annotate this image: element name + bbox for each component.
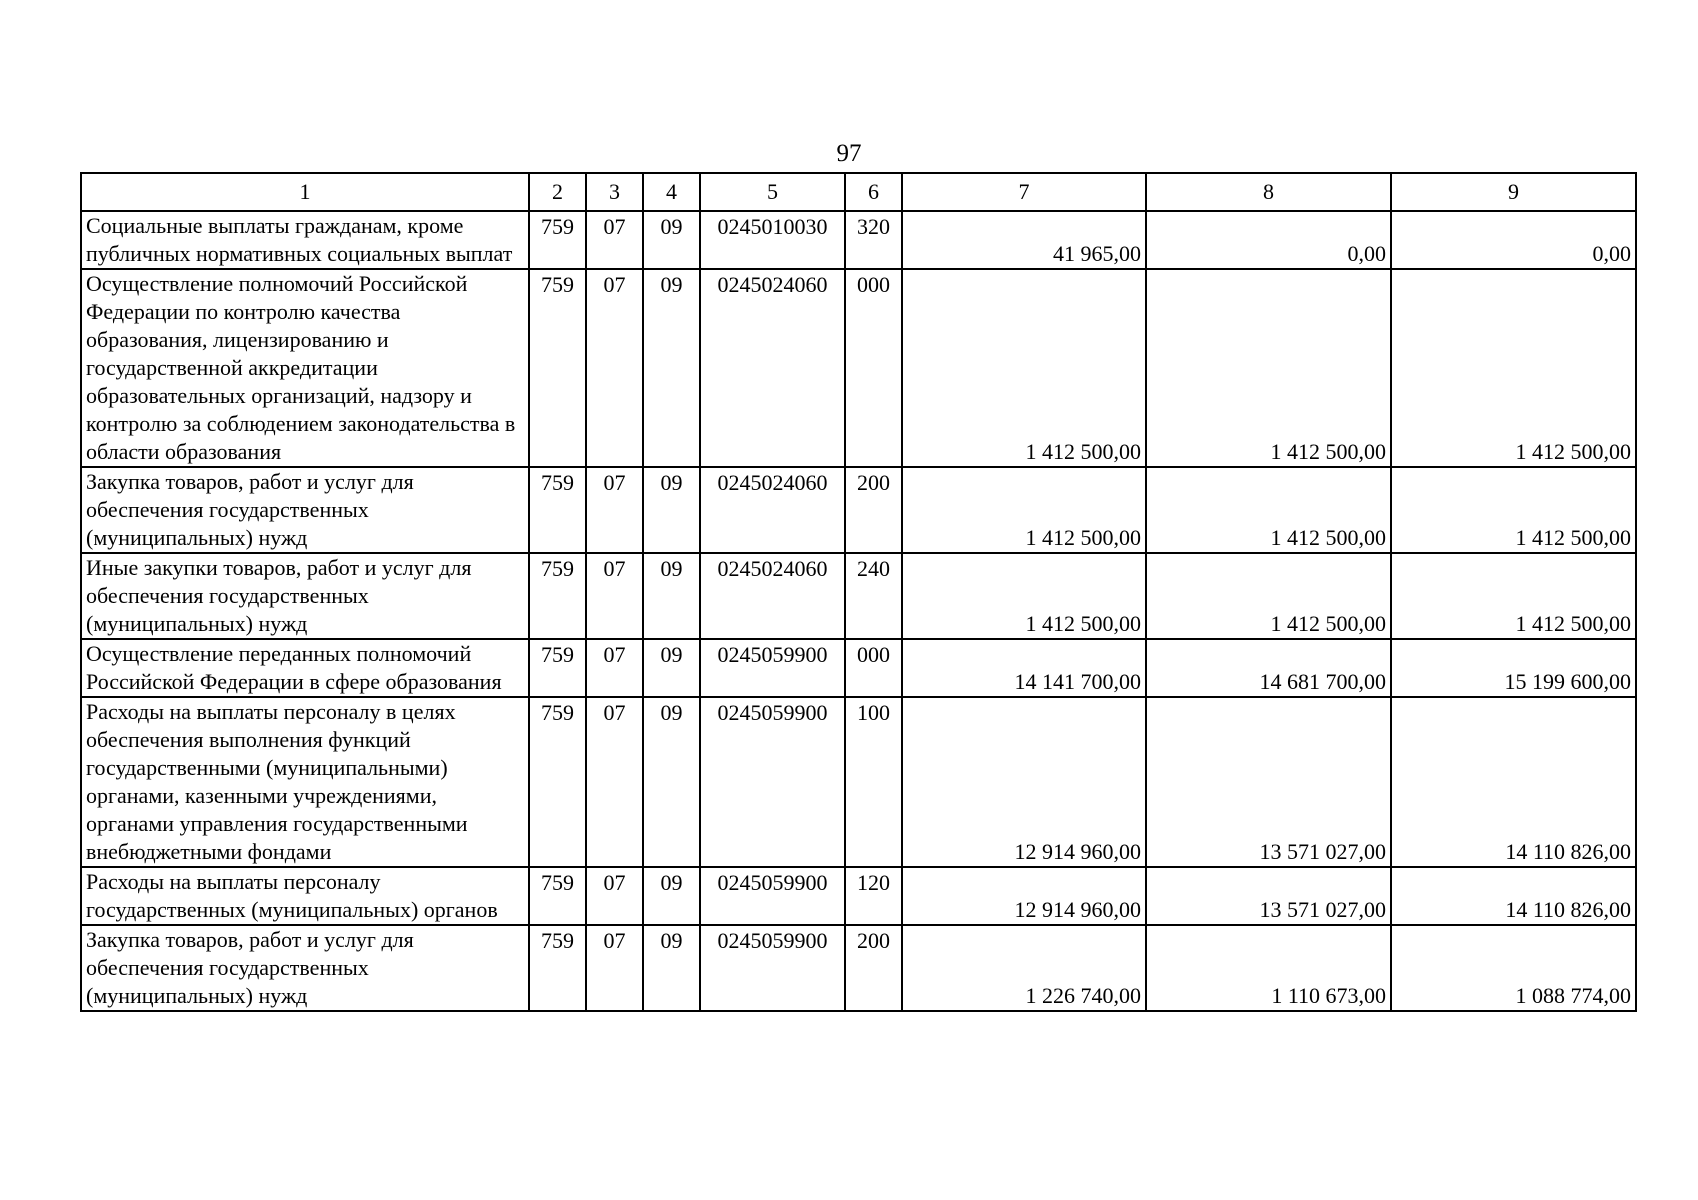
amount-col-8: 13 571 027,00	[1146, 867, 1391, 925]
amount-col-8: 13 571 027,00	[1146, 697, 1391, 867]
table-row	[81, 553, 1636, 639]
amount-col-7: 1 412 500,00	[902, 467, 1146, 553]
row-name: Закупка товаров, работ и услуг для обеспечения государственных (муниципальных) нужд	[81, 925, 529, 1011]
column-header-1: 1	[81, 173, 529, 211]
amount-col-9: 0,00	[1391, 211, 1636, 269]
row-name: Расходы на выплаты персоналу государственных (муниципальных) органов	[81, 867, 529, 925]
amount-col-7: 12 914 960,00	[902, 697, 1146, 867]
column-header-9: 9	[1391, 173, 1636, 211]
code-col-3: 07	[586, 867, 643, 925]
code-col-2: 759	[529, 467, 586, 553]
row-name: Осуществление полномочий Российской Федерации по контролю качества образования, лицензированию и государственной аккредитации образовательных организаций, надзору и контролю за соблюдением законодательства в области образования	[81, 269, 529, 467]
code-col-5: 0245024060	[700, 269, 845, 467]
amount-col-9: 1 412 500,00	[1391, 553, 1636, 639]
code-col-4: 09	[643, 697, 700, 867]
amount-col-9: 14 110 826,00	[1391, 867, 1636, 925]
table-row	[81, 467, 1636, 553]
code-col-4: 09	[643, 553, 700, 639]
amount-col-8: 1 412 500,00	[1146, 269, 1391, 467]
code-col-3: 07	[586, 467, 643, 553]
code-col-4: 09	[643, 467, 700, 553]
code-col-2: 759	[529, 211, 586, 269]
header-row	[81, 173, 1636, 211]
column-header-5: 5	[700, 173, 845, 211]
amount-col-9: 1 088 774,00	[1391, 925, 1636, 1011]
code-col-5: 0245059900	[700, 867, 845, 925]
code-col-4: 09	[643, 867, 700, 925]
code-col-6: 240	[845, 553, 902, 639]
amount-col-7: 41 965,00	[902, 211, 1146, 269]
code-col-3: 07	[586, 269, 643, 467]
amount-col-8: 1 110 673,00	[1146, 925, 1391, 1011]
column-header-6: 6	[845, 173, 902, 211]
amount-col-9: 14 110 826,00	[1391, 697, 1636, 867]
code-col-6: 200	[845, 467, 902, 553]
code-col-5: 0245059900	[700, 925, 845, 1011]
code-col-5: 0245010030	[700, 211, 845, 269]
code-col-3: 07	[586, 553, 643, 639]
column-header-2: 2	[529, 173, 586, 211]
code-col-4: 09	[643, 639, 700, 697]
amount-col-8: 1 412 500,00	[1146, 467, 1391, 553]
table-row	[81, 269, 1636, 467]
amount-col-7: 1 412 500,00	[902, 553, 1146, 639]
code-col-5: 0245024060	[700, 467, 845, 553]
code-col-2: 759	[529, 867, 586, 925]
code-col-2: 759	[529, 925, 586, 1011]
table-row	[81, 925, 1636, 1011]
amount-col-7: 1 226 740,00	[902, 925, 1146, 1011]
code-col-4: 09	[643, 925, 700, 1011]
code-col-2: 759	[529, 269, 586, 467]
code-col-6: 200	[845, 925, 902, 1011]
code-col-6: 320	[845, 211, 902, 269]
code-col-5: 0245024060	[700, 553, 845, 639]
code-col-3: 07	[586, 639, 643, 697]
code-col-2: 759	[529, 697, 586, 867]
code-col-4: 09	[643, 269, 700, 467]
code-col-3: 07	[586, 697, 643, 867]
amount-col-8: 14 681 700,00	[1146, 639, 1391, 697]
row-name: Иные закупки товаров, работ и услуг для обеспечения государственных (муниципальных) нужд	[81, 553, 529, 639]
amount-col-8: 1 412 500,00	[1146, 553, 1391, 639]
table-row	[81, 697, 1636, 867]
amount-col-9: 1 412 500,00	[1391, 269, 1636, 467]
row-name: Социальные выплаты гражданам, кроме публичных нормативных социальных выплат	[81, 211, 529, 269]
amount-col-9: 1 412 500,00	[1391, 467, 1636, 553]
code-col-2: 759	[529, 553, 586, 639]
code-col-5: 0245059900	[700, 697, 845, 867]
row-name: Закупка товаров, работ и услуг для обеспечения государственных (муниципальных) нужд	[81, 467, 529, 553]
amount-col-7: 1 412 500,00	[902, 269, 1146, 467]
column-header-8: 8	[1146, 173, 1391, 211]
amount-col-7: 12 914 960,00	[902, 867, 1146, 925]
table-row	[81, 639, 1636, 697]
code-col-6: 000	[845, 639, 902, 697]
amount-col-8: 0,00	[1146, 211, 1391, 269]
column-header-4: 4	[643, 173, 700, 211]
row-name: Расходы на выплаты персоналу в целях обеспечения выполнения функций государственными (муниципальными) органами, казенными учреждениями, органами управления государственными внебюджетными фондами	[81, 697, 529, 867]
table-row	[81, 867, 1636, 925]
amount-col-7: 14 141 700,00	[902, 639, 1146, 697]
amount-col-9: 15 199 600,00	[1391, 639, 1636, 697]
budget-table	[80, 172, 1637, 1012]
code-col-6: 120	[845, 867, 902, 925]
code-col-4: 09	[643, 211, 700, 269]
code-col-2: 759	[529, 639, 586, 697]
page-number: 97	[836, 140, 862, 167]
row-name: Осуществление переданных полномочий Российской Федерации в сфере образования	[81, 639, 529, 697]
column-header-7: 7	[902, 173, 1146, 211]
code-col-6: 100	[845, 697, 902, 867]
code-col-3: 07	[586, 925, 643, 1011]
column-header-3: 3	[586, 173, 643, 211]
table-row	[81, 211, 1636, 269]
code-col-6: 000	[845, 269, 902, 467]
code-col-5: 0245059900	[700, 639, 845, 697]
code-col-3: 07	[586, 211, 643, 269]
